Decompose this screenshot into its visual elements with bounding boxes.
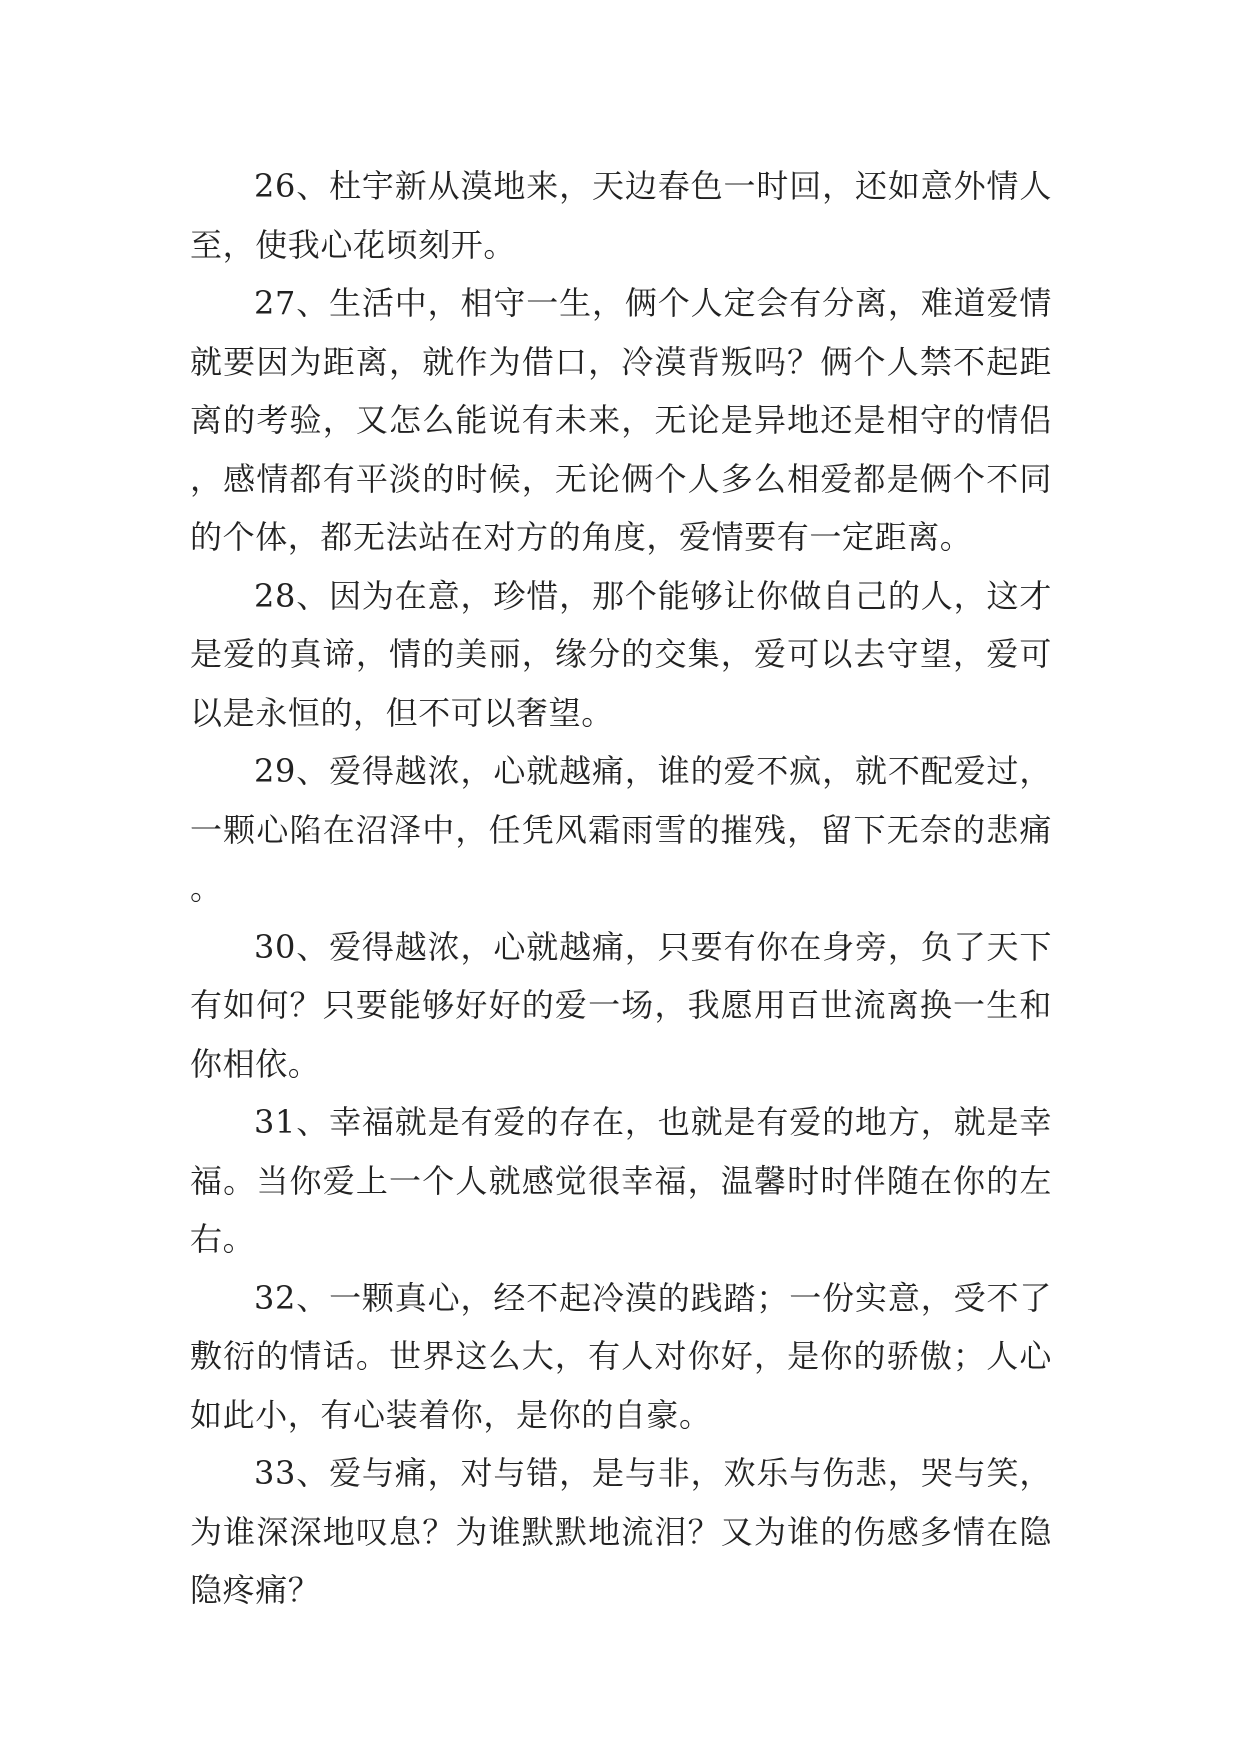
paragraph-30: 30、爱得越浓，心就越痛，只要有你在身旁，负了天下有如何？只要能够好好的爱一场，我愿用百世流离换一生和你相依。 bbox=[190, 927, 1052, 1083]
paragraph-33: 33、爱与痛，对与错，是与非，欢乐与伤悲，哭与笑，为谁深深地叹息？为谁默默地流泪？又为谁的伤感多情在隐隐疼痛？ bbox=[190, 1454, 1052, 1609]
paragraph-28: 28、因为在意，珍惜，那个能够让你做自己的人，这才是爱的真谛，情的美丽，缘分的交集，爱可以去守望，爱可以是永恒的，但不可以奢望。 bbox=[190, 576, 1052, 732]
paragraph-26: 26、杜宇新从漠地来，天边春色一时回，还如意外情人至，使我心花顷刻开。 bbox=[190, 167, 1052, 264]
paragraph-31: 31、幸福就是有爱的存在，也就是有爱的地方，就是幸福。当你爱上一个人就感觉很幸福，温馨时时伴随在你的左右。 bbox=[190, 1103, 1052, 1258]
paragraph-27: 27、生活中，相守一生，俩个人定会有分离，难道爱情就要因为距离，就作为借口，冷漠背叛吗？俩个人禁不起距离的考验，又怎么能说有未来，无论是异地还是相守的情侣，感情都有平淡的时候，无论俩个人多么相爱都是俩个不同的个体，都无法站在对方的角度，爱情要有一定距离。 bbox=[190, 284, 1052, 556]
paragraph-29: 29、爱得越浓，心就越痛，谁的爱不疯，就不配爱过，一颗心陷在沼泽中，任凭风霜雨雪的摧残，留下无奈的悲痛。 bbox=[190, 752, 1052, 907]
paragraph-32: 32、一颗真心，经不起冷漠的践踏；一份实意，受不了敷衍的情话。世界这么大，有人对你好，是你的骄傲；人心如此小，有心装着你，是你的自豪。 bbox=[190, 1278, 1052, 1434]
document-page bbox=[190, 157, 1052, 1620]
